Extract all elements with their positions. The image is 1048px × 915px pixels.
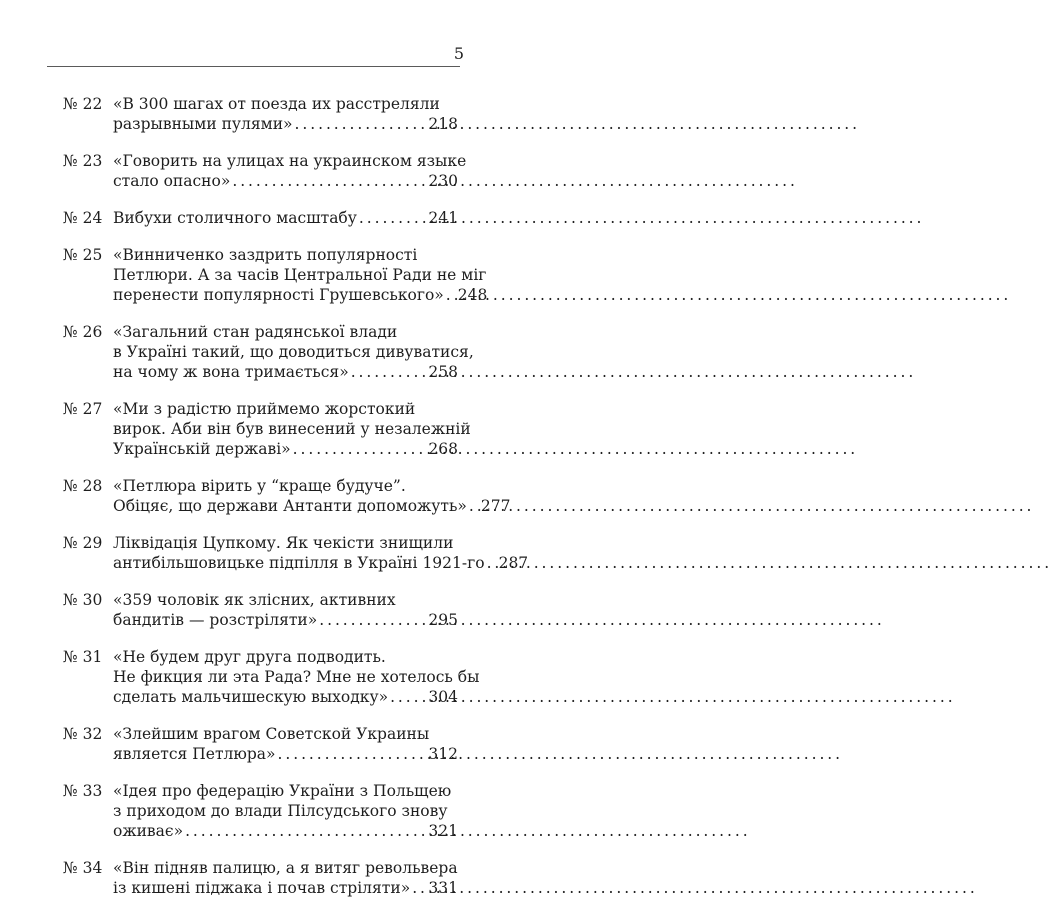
entry-last-line bbox=[113, 821, 458, 841]
entry-page-number: 248 bbox=[457, 286, 488, 304]
entry-title-line: «Загальний стан радянської влади bbox=[113, 323, 398, 341]
entry-last-line bbox=[113, 553, 529, 573]
entry-title-line: разрывными пулями» bbox=[113, 115, 293, 133]
entry-number: № 30 bbox=[63, 591, 103, 609]
dot-leader bbox=[446, 285, 456, 305]
entry-title-line: на чому ж вона тримається» bbox=[113, 363, 349, 381]
entry-page-number: 218 bbox=[428, 115, 458, 133]
entry-title-line: Ліквідація Цупкому. Як чекісти знищили bbox=[113, 534, 454, 552]
dot-leader bbox=[319, 610, 426, 630]
entry-last-line bbox=[113, 208, 458, 228]
dot-leader bbox=[469, 496, 479, 516]
dot-leader bbox=[351, 362, 427, 382]
entry-page-number: 312 bbox=[428, 745, 458, 763]
entry-number: № 31 bbox=[63, 648, 103, 666]
toc-entry bbox=[63, 322, 474, 382]
entry-last-line bbox=[113, 744, 458, 764]
page-number: 5 bbox=[453, 44, 464, 63]
entry-number: № 32 bbox=[63, 725, 103, 743]
entry-number: № 27 bbox=[63, 400, 103, 418]
entry-page-number: 287 bbox=[498, 554, 529, 572]
toc-entry bbox=[63, 781, 458, 841]
toc-entry bbox=[63, 94, 458, 134]
entry-title-line: «В 300 шагах от поезда их расстреляли bbox=[113, 95, 440, 113]
entry-title-line: оживає» bbox=[113, 822, 184, 840]
entry-title-line: является Петлюра» bbox=[113, 745, 276, 763]
entry-number: № 22 bbox=[63, 95, 103, 113]
toc-entry bbox=[63, 647, 480, 707]
entry-number: № 34 bbox=[63, 859, 103, 877]
toc-entry bbox=[63, 724, 458, 764]
entry-last-line bbox=[113, 362, 458, 382]
entry-last-line bbox=[113, 439, 458, 459]
dot-leader bbox=[359, 208, 427, 228]
toc-entry bbox=[63, 533, 529, 573]
entry-title-line: стало опасно» bbox=[113, 172, 231, 190]
entry-title-line: «Ми з радістю приймемо жорстокий bbox=[113, 400, 416, 418]
entry-page-number: 321 bbox=[428, 822, 458, 840]
dot-leader bbox=[232, 171, 426, 191]
table-of-contents bbox=[63, 94, 529, 915]
entry-number: № 24 bbox=[63, 209, 103, 227]
entry-number: № 26 bbox=[63, 323, 103, 341]
entry-number: № 25 bbox=[63, 246, 103, 264]
entry-last-line bbox=[113, 878, 458, 898]
entry-last-line bbox=[113, 114, 458, 134]
entry-title-line: «Не будем друг друга подводить. bbox=[113, 648, 386, 666]
dot-leader bbox=[293, 439, 427, 459]
entry-title-line: Не фикция ли эта Рада? Мне не хотелось бы bbox=[113, 668, 480, 686]
dot-leader bbox=[487, 553, 497, 573]
entry-page-number: 304 bbox=[428, 688, 458, 706]
entry-page-number: 258 bbox=[428, 363, 458, 381]
entry-last-line bbox=[113, 687, 458, 707]
entry-title-line: з приходом до влади Пілсудського знову bbox=[113, 802, 448, 820]
entry-title-line: Українській державі» bbox=[113, 440, 291, 458]
dot-leader bbox=[295, 114, 427, 134]
entry-title-line: антибільшовицьке підпілля в Україні 1921-го bbox=[113, 554, 485, 572]
toc-entry bbox=[63, 590, 458, 630]
entry-last-line bbox=[113, 285, 488, 305]
entry-title-line: із кишені піджака і почав стріляти» bbox=[113, 879, 411, 897]
entry-last-line bbox=[113, 496, 511, 516]
entry-last-line bbox=[113, 171, 458, 191]
toc-entry bbox=[63, 245, 488, 305]
entry-title-line: «Злейшим врагом Советской Украины bbox=[113, 725, 430, 743]
entry-title-line: «Петлюра вірить у “краще будуче”. bbox=[113, 477, 406, 495]
entry-number: № 29 bbox=[63, 534, 103, 552]
entry-title-line: «Говорить на улицах на украинском языке bbox=[113, 152, 467, 170]
entry-title-line: «Винниченко заздрить популярності bbox=[113, 246, 418, 264]
dot-leader bbox=[412, 878, 426, 898]
entry-title-line: «359 чоловік як злісних, активних bbox=[113, 591, 396, 609]
entry-page-number: 295 bbox=[428, 611, 458, 629]
entry-page-number: 331 bbox=[428, 879, 458, 897]
toc-entry bbox=[63, 399, 471, 459]
entry-page-number: 268 bbox=[428, 440, 458, 458]
entry-title-line: «Ідея про федерацію України з Польщею bbox=[113, 782, 452, 800]
entry-title-line: Вибухи столичного масштабу bbox=[113, 209, 357, 227]
entry-page-number: 277 bbox=[480, 497, 511, 515]
toc-entry bbox=[63, 151, 467, 191]
dot-leader bbox=[390, 687, 426, 707]
header-rule bbox=[47, 66, 460, 67]
entry-title-line: сделать мальчишескую выходку» bbox=[113, 688, 389, 706]
entry-title-line: Обіцяє, що держави Антанти допоможуть» bbox=[113, 497, 467, 515]
entry-number: № 28 bbox=[63, 477, 103, 495]
entry-title-line: «Він підняв палицю, а я витяг револьвера bbox=[113, 859, 458, 877]
toc-entry bbox=[63, 208, 458, 228]
dot-leader bbox=[185, 821, 426, 841]
entry-last-line bbox=[113, 610, 458, 630]
entry-page-number: 241 bbox=[428, 209, 458, 227]
toc-entry bbox=[63, 858, 458, 898]
entry-title-line: перенести популярності Грушевського» bbox=[113, 286, 444, 304]
entry-title-line: вирок. Аби він був винесений у незалежній bbox=[113, 420, 471, 438]
entry-number: № 33 bbox=[63, 782, 103, 800]
entry-number: № 23 bbox=[63, 152, 103, 170]
entry-title-line: в Україні такий, що доводиться дивуватися, bbox=[113, 343, 474, 361]
entry-title-line: бандитів — розстріляти» bbox=[113, 611, 318, 629]
entry-page-number: 230 bbox=[428, 172, 458, 190]
dot-leader bbox=[278, 744, 427, 764]
entry-title-line: Петлюри. А за часів Центральної Ради не міг bbox=[113, 266, 487, 284]
toc-entry bbox=[63, 476, 511, 516]
